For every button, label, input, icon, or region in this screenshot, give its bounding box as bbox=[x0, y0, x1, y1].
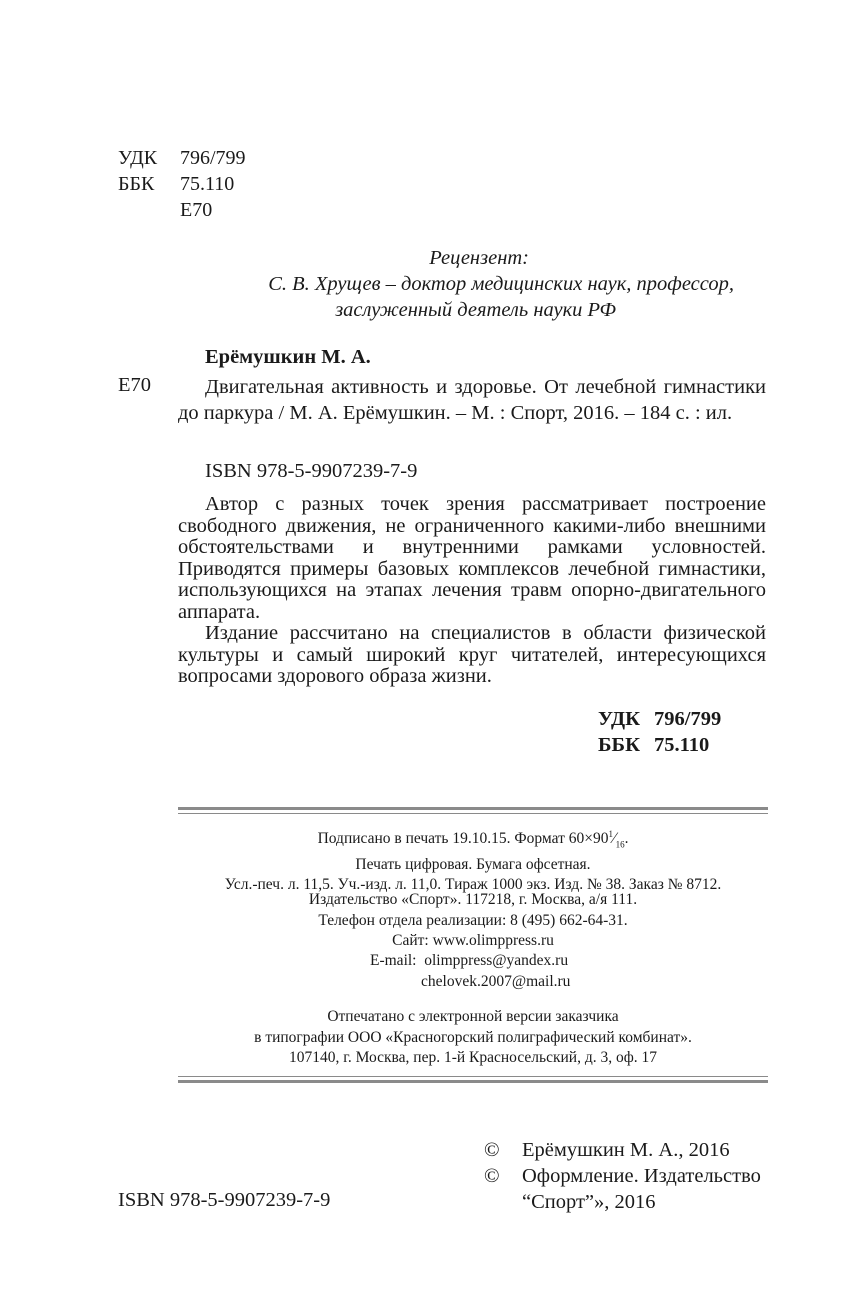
copyright-icon: © bbox=[484, 1139, 500, 1161]
print-line: Печать цифровая. Бумага офсетная. bbox=[355, 855, 591, 873]
email-1: olimppress@yandex.ru bbox=[424, 952, 569, 969]
copyright-row-2 bbox=[484, 1163, 761, 1189]
copyright-line-1: Ерёмушкин М. А., 2016 bbox=[522, 1139, 730, 1161]
imprint-bottom-rule bbox=[178, 1076, 768, 1083]
copyright-row-3 bbox=[484, 1189, 761, 1215]
bbk-bold-row bbox=[598, 732, 721, 758]
reviewer-block bbox=[150, 245, 734, 323]
bbk-row bbox=[118, 171, 246, 197]
author-mark-row bbox=[118, 197, 246, 223]
email-block bbox=[370, 951, 570, 992]
imprint-print-info bbox=[178, 824, 768, 896]
format-numerator: 1 bbox=[608, 829, 613, 839]
author-mark-spacer bbox=[118, 197, 180, 223]
udk-value: 796/799 bbox=[180, 147, 246, 169]
reviewer-label: Рецензент: bbox=[429, 247, 529, 269]
printed-line-3: 107140, г. Москва, пер. 1-й Красносельский, д. 3, оф. 17 bbox=[288, 1049, 657, 1066]
udk-bold-value: 796/799 bbox=[654, 708, 722, 730]
author-mark-value: Е70 bbox=[180, 199, 213, 221]
isbn-bottom: ISBN 978-5-9907239-7-9 bbox=[118, 1189, 331, 1211]
rule-thin bbox=[178, 1076, 768, 1077]
imprint-publisher-info bbox=[178, 890, 768, 952]
email-line-1 bbox=[370, 951, 570, 972]
publisher-line: Издательство «Спорт». 117218, г. Москва, а/я 111. bbox=[308, 891, 638, 908]
isbn-record: ISBN 978-5-9907239-7-9 bbox=[205, 460, 418, 482]
signed-text: Подписано в печать 19.10.15. Формат 60×90 bbox=[317, 830, 609, 848]
copyright-line-2: Оформление. Издательство bbox=[522, 1165, 761, 1187]
book-description bbox=[178, 374, 766, 426]
abstract-paragraph-1: Автор с разных точек зрения рассматривает построение свободного движения, не ограниченного какими-либо внешними обстоятельствами и внутренними рамками условностей. Приводятся примеры базовых комплексов лечебной гимнастики, использующихся на этапах лечения травм опорно-двигательного аппарата. bbox=[178, 493, 766, 623]
description-text: Двигательная активность и здоровье. От лечебной гимнастики до паркура / М. А. Ерёмушкин. – М. : Спорт, 2016. – 184 с. : ил. bbox=[178, 376, 766, 424]
site-line: Сайт: www.olimppress.ru bbox=[392, 932, 554, 949]
rule-thick bbox=[178, 807, 768, 810]
phone-line: Телефон отдела реализации: 8 (495) 662-64-31. bbox=[318, 911, 628, 929]
udk-bold-label: УДК bbox=[598, 708, 640, 730]
reviewer-line-1: С. В. Хрущев – доктор медицинских наук, профессор, bbox=[268, 273, 734, 295]
imprint-printing-house bbox=[178, 1007, 768, 1069]
bbk-bold-value: 75.110 bbox=[654, 734, 710, 756]
bbk-value: 75.110 bbox=[180, 173, 235, 195]
copyright-icon: © bbox=[484, 1165, 500, 1187]
udk-row bbox=[118, 145, 246, 171]
printed-line-1: Отпечатано с электронной версии заказчика bbox=[327, 1008, 619, 1025]
format-denominator: 16 bbox=[615, 839, 625, 850]
author-code: Е70 bbox=[118, 374, 152, 396]
abstract-paragraph-2: Издание рассчитано на специалистов в области физической культуры и самый широкий круг читателей, интересующихся вопросами здорового образа жизни. bbox=[178, 622, 766, 687]
udk-bold-row bbox=[598, 706, 721, 732]
imprint-top-rule bbox=[178, 807, 768, 814]
author-name: Ерёмушкин М. А. bbox=[205, 346, 371, 368]
copyright-row-1 bbox=[484, 1137, 761, 1163]
signed-suffix: . bbox=[624, 830, 629, 848]
udk-label: УДК bbox=[118, 147, 158, 169]
bbk-bold-label: ББК bbox=[598, 734, 640, 756]
reviewer-line-2: заслуженный деятель науки РФ bbox=[335, 299, 616, 321]
abstract bbox=[178, 494, 766, 688]
rule-thin bbox=[178, 813, 768, 814]
copyright-spacer bbox=[484, 1189, 522, 1215]
copyright-block bbox=[484, 1137, 761, 1215]
copyright-line-3: “Спорт”», 2016 bbox=[522, 1191, 656, 1213]
specs-line: Усл.-печ. л. 11,5. Уч.-изд. л. 11,0. Тираж 1000 экз. Изд. № 38. Заказ № 8712. bbox=[224, 876, 722, 894]
classification-bold bbox=[598, 706, 721, 758]
classification-top bbox=[118, 145, 246, 223]
signed-line: Подписано в печать 19.10.15. Формат $60\times 90^1⁄_{16}$. bbox=[317, 829, 629, 850]
email-2: chelovek.2007@mail.ru bbox=[421, 972, 571, 990]
rule-thick bbox=[178, 1080, 768, 1083]
email-label: E-mail: bbox=[370, 952, 417, 969]
bbk-label: ББК bbox=[118, 173, 155, 195]
printed-line-2: в типографии ООО «Красногорский полиграфический комбинат». bbox=[254, 1028, 692, 1046]
